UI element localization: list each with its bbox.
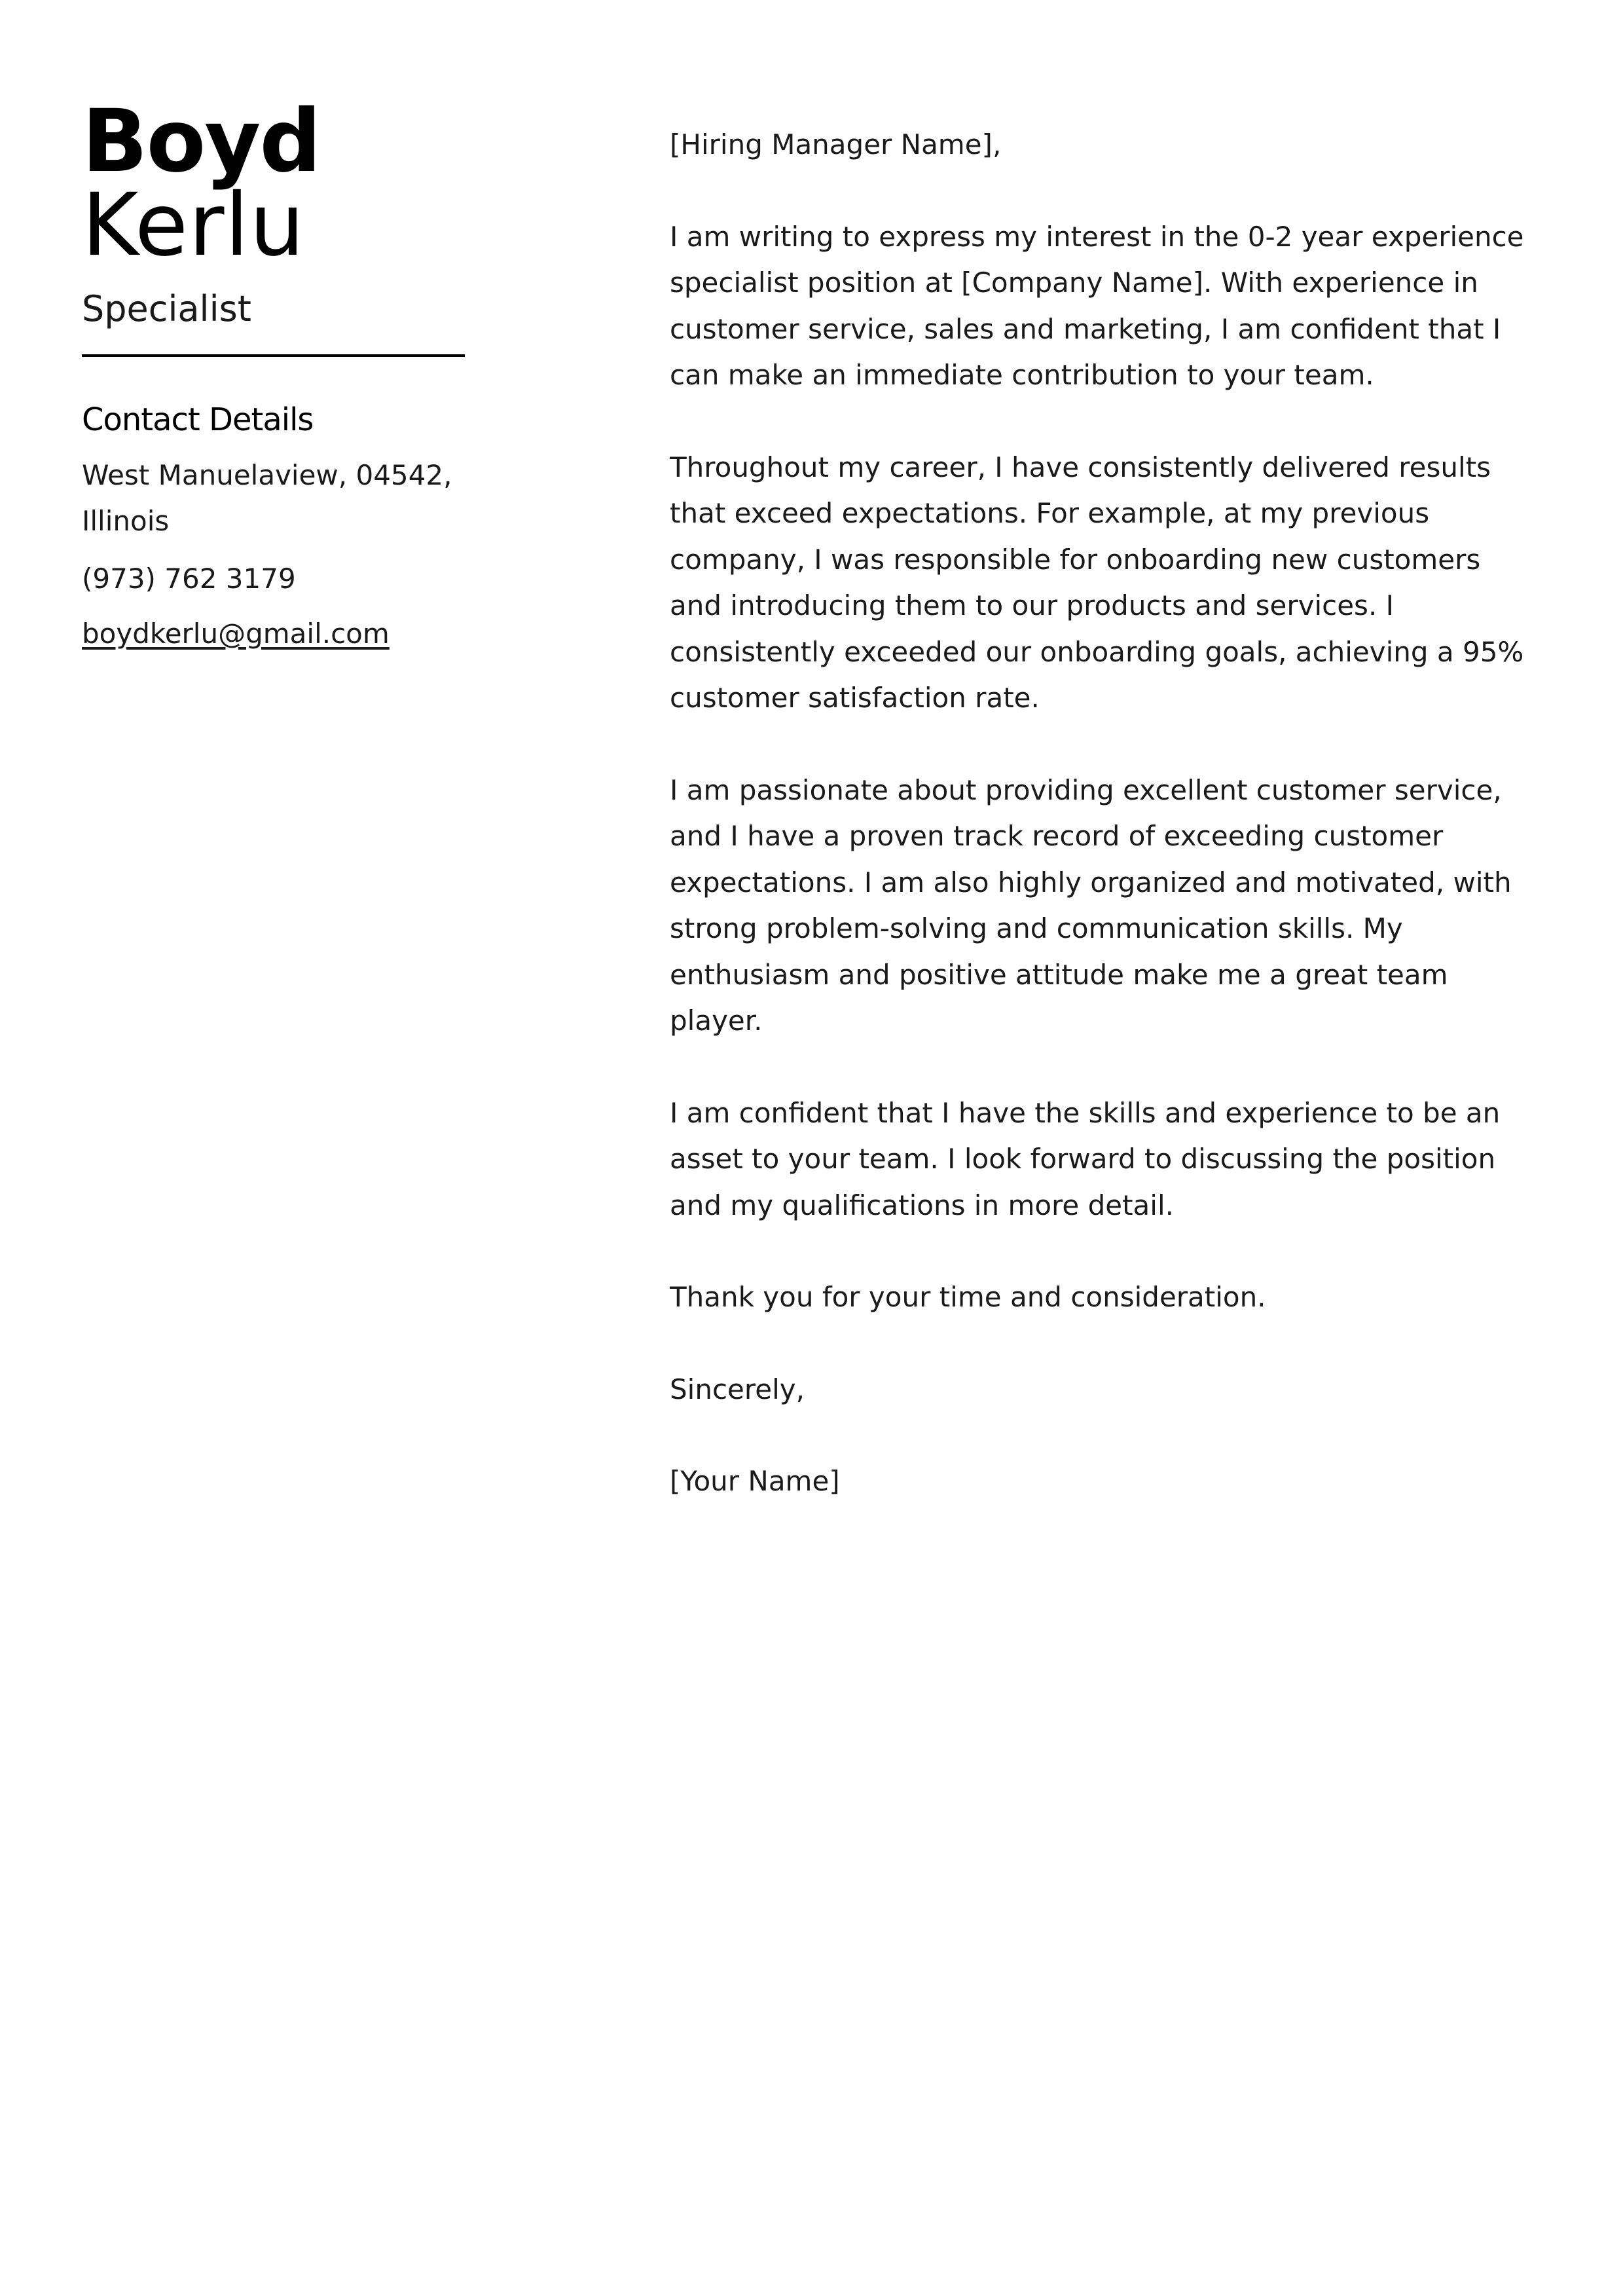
contact-details-section bbox=[82, 401, 465, 657]
contact-email-link[interactable]: boydkerlu@gmail.com bbox=[82, 618, 390, 650]
letter-paragraph: Thank you for your time and consideration. bbox=[670, 1281, 1266, 1313]
last-name: Kerlu bbox=[82, 175, 305, 276]
letter-signature: [Your Name] bbox=[670, 1465, 840, 1497]
contact-address: West Manuelaview, 04542, Illinois bbox=[82, 459, 452, 537]
letter-body bbox=[670, 122, 1527, 1551]
letter-paragraph: I am passionate about providing excellent customer service, and I have a proven track record of exceeding customer expectations. I am also highly organized and motivated, with strong problem-solving and communication skills. My enthusiasm and positive attitude make me a great team player. bbox=[670, 773, 1512, 1037]
letter-closing: Sincerely, bbox=[670, 1373, 805, 1405]
first-name: Boyd bbox=[82, 91, 320, 192]
job-title: Specialist bbox=[82, 288, 251, 329]
letter-paragraph: I am confident that I have the skills and experience to be an asset to your team. I look forward to discussing the position and my qualifications in more detail. bbox=[670, 1096, 1501, 1221]
sidebar-divider bbox=[82, 354, 465, 357]
contact-details-heading: Contact Details bbox=[82, 401, 314, 438]
letter-paragraph: I am writing to express my interest in the 0-2 year experience specialist position at [Company Name]. With experience in customer service, sales and marketing, I am confident that I can make an immediate contribution to your team. bbox=[670, 220, 1524, 391]
contact-phone: (973) 762 3179 bbox=[82, 563, 296, 595]
letter-paragraph: Throughout my career, I have consistently delivered results that exceed expectations. For example, at my previous company, I was responsible for onboarding new customers and introducing them to our products and services. I consistently exceeded our onboarding goals, achieving a 95% customer satisfaction rate. bbox=[670, 451, 1524, 714]
letter-salutation: [Hiring Manager Name], bbox=[670, 128, 1002, 160]
sidebar bbox=[82, 91, 465, 657]
candidate-name bbox=[82, 91, 465, 276]
